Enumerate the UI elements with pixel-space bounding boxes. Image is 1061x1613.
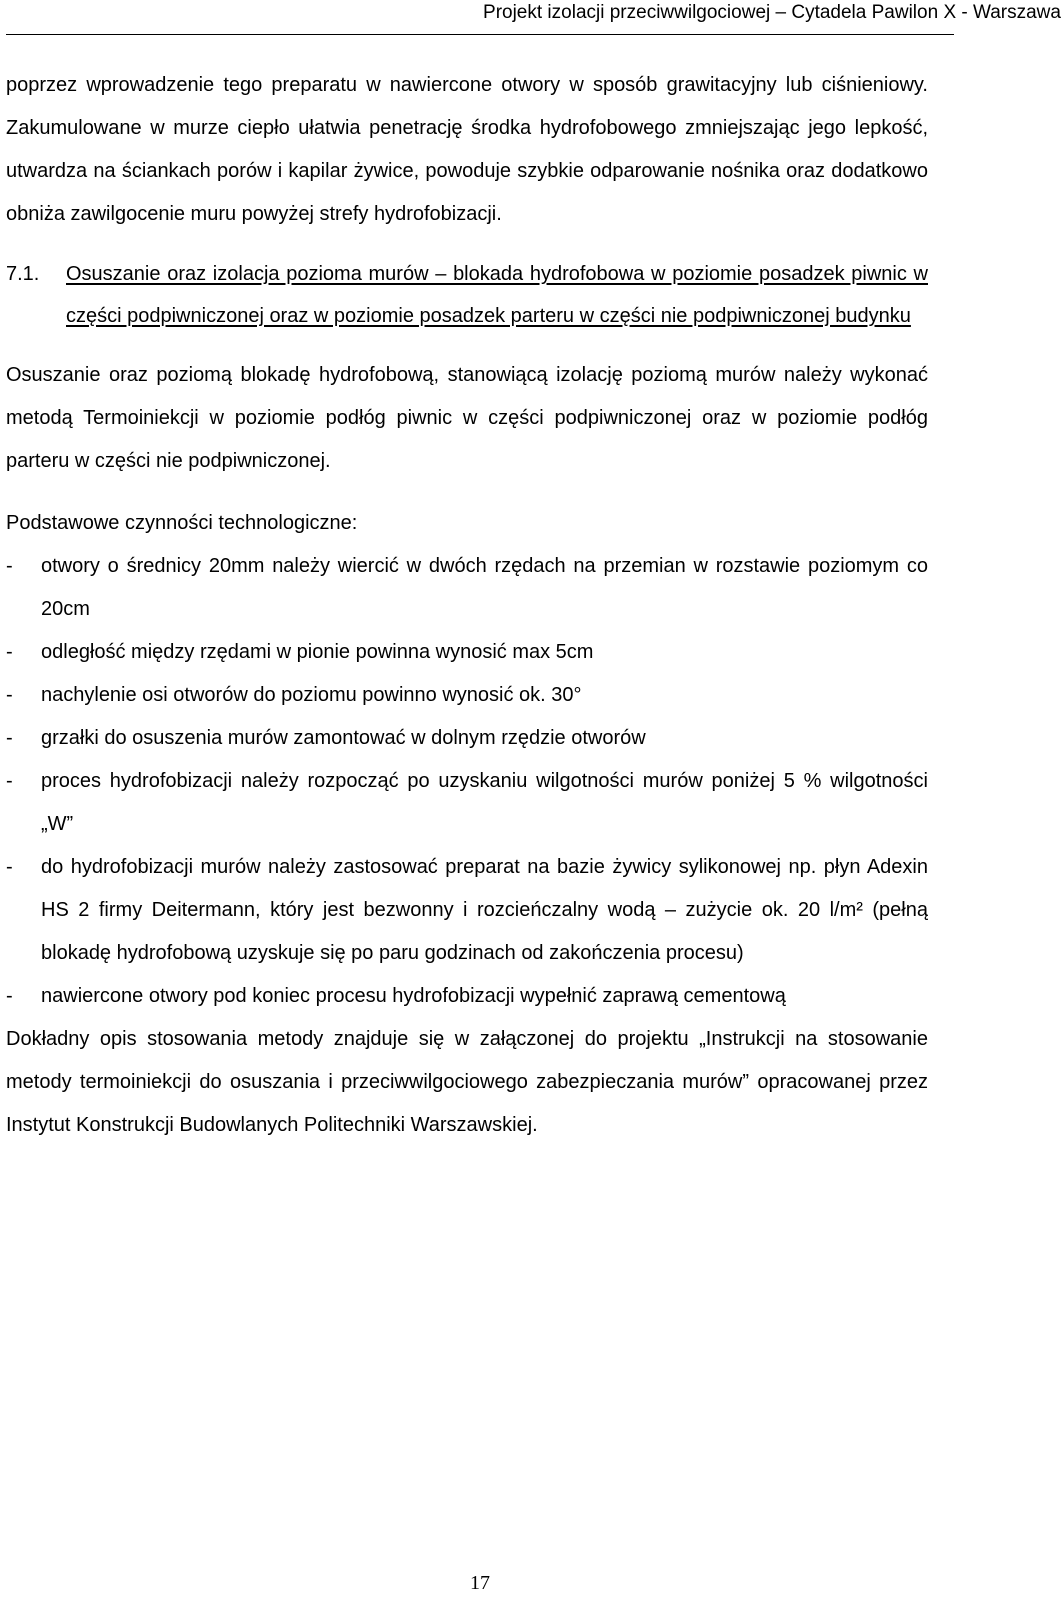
list-item	[6, 717, 928, 760]
list-item-text: nachylenie osi otworów do poziomu powinno wynosić ok. 30°	[41, 684, 582, 706]
list-item-text: otwory o średnicy 20mm należy wiercić w dwóch rzędach na przemian w rozstawie poziomym co 20cm	[41, 555, 928, 620]
technology-steps-list	[6, 545, 928, 1018]
list-item	[6, 846, 928, 975]
header-title: Projekt izolacji przeciwwilgociowej – Cytadela Pawilon X - Warszawa	[483, 2, 1061, 23]
list-item	[6, 975, 928, 1018]
document-body	[6, 64, 928, 1147]
section-heading	[6, 253, 928, 337]
list-dash: -	[6, 985, 13, 1007]
list-item	[6, 545, 928, 631]
list-item-text: proces hydrofobizacji należy rozpocząć po uzyskaniu wilgotności murów poniżej 5 % wilgotności „W”	[41, 770, 928, 835]
list-dash: -	[6, 727, 13, 749]
list-dash: -	[6, 641, 13, 663]
list-item	[6, 760, 928, 846]
list-item-text: odległość między rzędami w pionie powinna wynosić max 5cm	[41, 641, 594, 663]
list-intro: Podstawowe czynności technologiczne:	[6, 512, 358, 534]
header-divider	[6, 34, 954, 35]
list-dash: -	[6, 555, 13, 577]
list-item	[6, 674, 928, 717]
list-dash: -	[6, 856, 13, 878]
paragraph-drying-method: Osuszanie oraz poziomą blokadę hydrofobową, stanowiącą izolację poziomą murów należy wykonać metodą Termoiniekcji w poziomie podłóg piwnic w części podpiwniczonej oraz w poziomie podłóg parteru w części nie podpiwniczonej.	[6, 364, 928, 472]
list-dash: -	[6, 770, 13, 792]
list-item-text: do hydrofobizacji murów należy zastosować preparat na bazie żywicy sylikonowej np. płyn Adexin HS 2 firmy Deitermann, który jest bezwonny i rozcieńczalny wodą – zużycie ok. 20 l/m² (pełną blokadę hydrofobową uzyskuje się po paru godzinach od zakończenia procesu)	[41, 856, 928, 964]
list-item-text: grzałki do osuszenia murów zamontować w dolnym rzędzie otworów	[41, 727, 646, 749]
section-number: 7.1.	[6, 263, 40, 285]
closing-paragraph: Dokładny opis stosowania metody znajduje się w załączonej do projektu „Instrukcji na stosowanie metody termoiniekcji do osuszania i przeciwwilgociowego zabezpieczania murów” opracowanej przez Instytut Konstrukcji Budowlanych Politechniki Warszawskiej.	[6, 1028, 928, 1136]
intro-paragraph: poprzez wprowadzenie tego preparatu w nawiercone otwory w sposób grawitacyjny lub ciśnieniowy. Zakumulowane w murze ciepło ułatwia penetrację środka hydrofobowego zmniejszając jego lepkość, utwardza na ściankach porów i kapilar żywice, powoduje szybkie odparowanie nośnika oraz dodatkowo obniża zawilgocenie muru powyżej strefy hydrofobizacji.	[6, 74, 928, 225]
section-title: Osuszanie oraz izolacja pozioma murów – blokada hydrofobowa w poziomie posadzek piwnic w części podpiwniczonej oraz w poziomie posadzek parteru w części nie podpiwniczonej budynku	[66, 263, 928, 327]
page-number: 17	[470, 1572, 490, 1594]
page-header	[0, 0, 1061, 46]
list-dash: -	[6, 684, 13, 706]
list-item-text: nawiercone otwory pod koniec procesu hydrofobizacji wypełnić zaprawą cementową	[41, 985, 786, 1007]
list-item	[6, 631, 928, 674]
